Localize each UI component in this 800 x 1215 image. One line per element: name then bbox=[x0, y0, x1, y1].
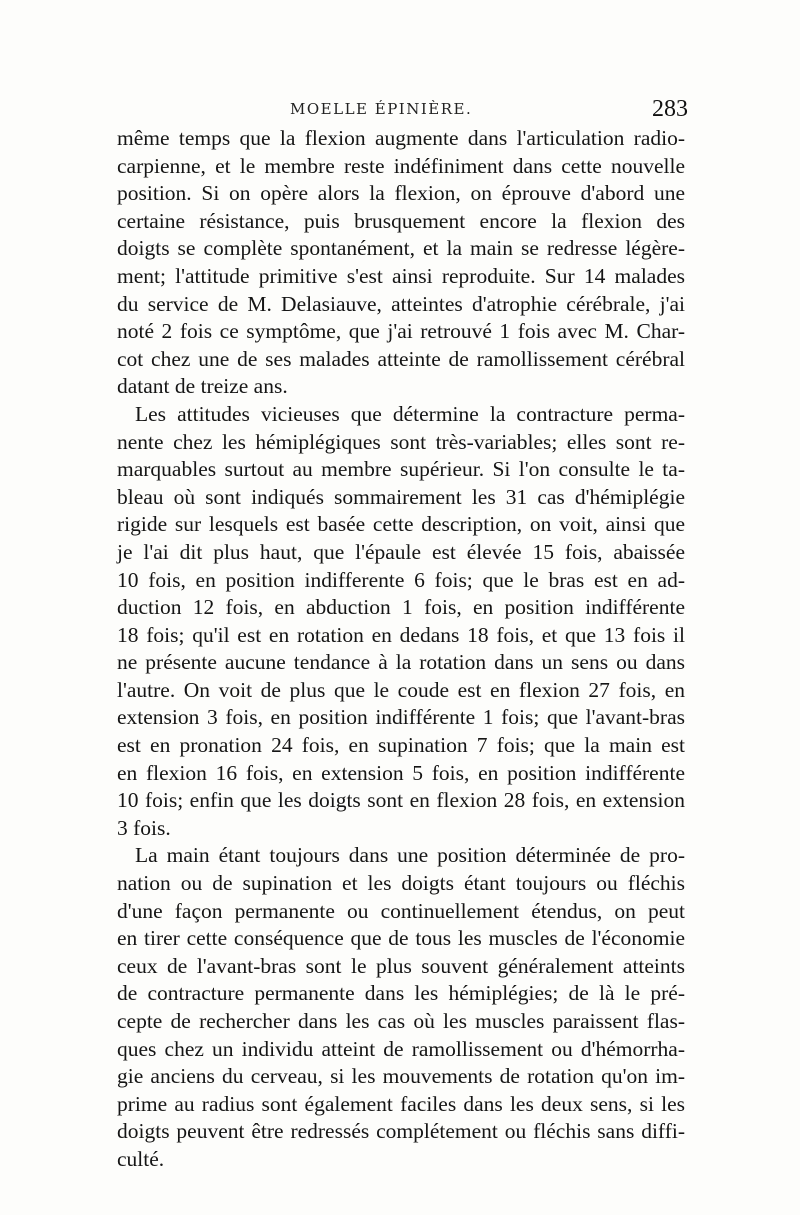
text-line: marquables surtout au membre supérieur. Si l'on consulte le ta- bbox=[117, 457, 685, 482]
text-line: 10 fois; enfin que les doigts sont en flexion 28 fois, en extension bbox=[117, 788, 685, 813]
text-line: cepte de rechercher dans les cas où les muscles paraissent flas- bbox=[117, 1009, 685, 1033]
text-line: en flexion 16 fois, en extension 5 fois, en position indifférente bbox=[117, 760, 685, 785]
text-line: extension 3 fois, en position indifférente 1 fois; que l'avant-bras bbox=[117, 705, 685, 730]
text-line: ment; l'attitude primitive s'est ainsi reproduite. Sur 14 malades bbox=[117, 263, 685, 288]
text-line: 18 fois; qu'il est en rotation en dedans 18 fois, et que 13 fois il bbox=[117, 622, 685, 647]
text-line: doigts se complète spontanément, et la main se redresse légère- bbox=[117, 236, 685, 261]
paragraph bbox=[117, 125, 685, 401]
text-line: carpienne, et le membre reste indéfiniment dans cette nouvelle bbox=[117, 153, 685, 178]
text-line: Les attitudes vicieuses que détermine la contracture perma- bbox=[135, 401, 685, 426]
text-line: duction 12 fois, en abduction 1 fois, en position indifférente bbox=[117, 595, 685, 620]
text-line: d'une façon permanente ou continuellement étendus, on peut bbox=[117, 898, 685, 923]
text-line: nente chez les hémiplégiques sont très-variables; elles sont re- bbox=[117, 429, 685, 454]
text-line: de contracture permanente dans les hémiplégies; de là le pré- bbox=[117, 981, 685, 1006]
text-line: 3 fois. bbox=[117, 815, 171, 840]
text-line: ne présente aucune tendance à la rotation dans un sens ou dans bbox=[117, 650, 685, 675]
text-line: position. Si on opère alors la flexion, on éprouve d'abord une bbox=[117, 181, 685, 206]
text-line: rigide sur lesquels est basée cette description, on voit, ainsi que bbox=[117, 512, 685, 537]
text-line: nation ou de supination et les doigts étant toujours ou fléchis bbox=[117, 871, 685, 896]
text-line: cot chez une de ses malades atteinte de ramollissement cérébral bbox=[117, 346, 685, 371]
text-line: noté 2 fois ce symptôme, que j'ai retrouvé 1 fois avec M. Char- bbox=[117, 319, 685, 344]
text-line: prime au radius sont également faciles dans les deux sens, si les bbox=[117, 1091, 685, 1116]
running-title: MOELLE ÉPINIÈRE. bbox=[290, 100, 473, 118]
text-line: certaine résistance, puis brusquement encore la flexion des bbox=[117, 208, 685, 233]
text-line: culté. bbox=[117, 1146, 165, 1171]
body-text bbox=[117, 125, 685, 1174]
paragraph bbox=[117, 401, 685, 843]
text-line: datant de treize ans. bbox=[117, 374, 288, 399]
text-line: l'autre. On voit de plus que le coude est en flexion 27 fois, en bbox=[117, 677, 685, 702]
text-line: est en pronation 24 fois, en supination 7 fois; que la main est bbox=[117, 733, 685, 758]
text-line: ques chez un individu atteint de ramollissement ou d'hémorrha- bbox=[117, 1036, 685, 1061]
text-line: La main étant toujours dans une position déterminée de pro- bbox=[135, 843, 685, 868]
text-line: bleau où sont indiqués sommairement les 31 cas d'hémiplégie bbox=[117, 484, 685, 509]
text-line: du service de M. Delasiauve, atteintes d'atrophie cérébrale, j'ai bbox=[117, 291, 685, 316]
text-line: 10 fois, en position indifferente 6 fois; que le bras est en ad- bbox=[117, 567, 685, 592]
text-line: gie anciens du cerveau, si les mouvements de rotation qu'on im- bbox=[117, 1064, 685, 1089]
paragraph bbox=[117, 842, 685, 1173]
text-line: en tirer cette conséquence que de tous les muscles de l'économie bbox=[117, 926, 685, 951]
text-line: doigts peuvent être redressés complétement ou fléchis sans diffi- bbox=[117, 1119, 685, 1144]
text-line: ceux de l'avant-bras sont le plus souvent généralement atteints bbox=[117, 953, 685, 978]
text-line: je l'ai dit plus haut, que l'épaule est élevée 15 fois, abaissée bbox=[117, 539, 685, 564]
text-line: même temps que la flexion augmente dans l'articulation radio- bbox=[117, 126, 685, 150]
page-number: 283 bbox=[652, 96, 688, 122]
